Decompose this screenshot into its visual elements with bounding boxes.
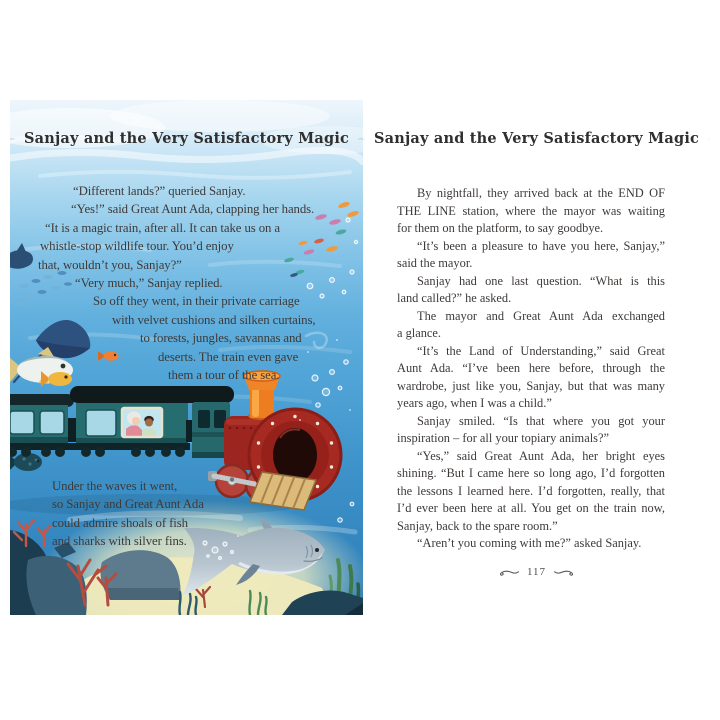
right-page-header (363, 130, 710, 147)
text-line: wardrobe, just like you, Sanjay, but that was many (397, 378, 665, 393)
text-line: Sanjay had one last question. “What is this (417, 273, 665, 288)
page-number-value: 117 (526, 566, 547, 578)
story-line: and sharks with silver fins. (52, 534, 187, 549)
page-title: Sanjay and the Very Satisfactory Magic (23, 130, 350, 147)
text-line: for them on the platform, to say goodbye. (397, 221, 604, 235)
story-line: whistle-stop wildlife tour. You’d enjoy (40, 239, 234, 254)
flourish-right-icon (708, 133, 710, 145)
text-line: The mayor and Great Aunt Ada exchanged (417, 308, 665, 323)
text-line: shining. “But I came here so long ago, I’d forgotten (397, 466, 665, 480)
text-line: Sanjay, back to the spare room.” (397, 518, 558, 533)
train-carriage-1 (10, 405, 68, 445)
story-line: to forests, jungles, savannas and (140, 331, 302, 346)
story-line: “Very much,” Sanjay replied. (75, 276, 223, 291)
story-text-lower (52, 477, 204, 551)
text-line: “Aren’t you coming with me?” asked Sanjay. (417, 536, 642, 550)
left-page (10, 100, 363, 615)
story-line: with velvet cushions and silken curtains, (112, 312, 316, 327)
text-line: land called?” he asked. (397, 291, 512, 305)
story-text-upper (38, 182, 315, 384)
story-line: “Different lands?” queried Sanjay. (73, 184, 246, 198)
page-title: Sanjay and the Very Satisfactory Magic (373, 130, 700, 147)
text-line: inspiration – for all your topiary animals?” (397, 431, 609, 445)
text-line: “It’s been a pleasure to have you here, Sanjay,” (417, 238, 665, 253)
text-line: “It’s the Land of Understanding,” said Great (417, 343, 665, 358)
story-line: “Yes!” said Great Aunt Ada, clapping her hands. (71, 202, 315, 217)
text-line: “Yes,” said Great Aunt Ada, her bright eyes (417, 448, 665, 463)
text-line: I’d ever been here at all. You get on the train now, (397, 501, 665, 515)
carriage-roof (70, 386, 234, 403)
text-line: By nightfall, they arrived back at the END OF (417, 186, 665, 200)
text-line: THE LINE station, where the mayor was waiting (397, 203, 665, 218)
text-line: Aunt Ada. “I’ve been here before, through the (397, 361, 665, 375)
story-line: could admire shoals of fish (52, 515, 188, 530)
train-carriage-2 (76, 403, 188, 446)
story-line: Under the waves it went, (52, 479, 178, 493)
story-line: “It is a magic train, after all. It can take us on a (45, 220, 280, 235)
story-line: them a tour of the sea. (168, 368, 280, 383)
page-number (363, 566, 710, 578)
story-body (397, 185, 665, 553)
text-line: a glance. (397, 326, 442, 340)
text-line: years ago, when I was a child.” (397, 396, 552, 410)
left-page-header (10, 130, 363, 147)
text-line: the lessons I learned here. I’d forgotten, really, that (397, 483, 665, 498)
story-line: so Sanjay and Great Aunt Ada (52, 497, 204, 512)
right-page (363, 100, 710, 615)
story-line: So off they went, in their private carriage (93, 294, 300, 309)
text-line: Sanjay smiled. “Is that where you got your (417, 413, 665, 428)
text-line: said the mayor. (397, 256, 473, 270)
flourish-left-icon (498, 568, 520, 577)
flourish-left-icon (10, 133, 15, 145)
story-line: that, wouldn’t you, Sanjay?” (38, 257, 182, 272)
flourish-left-icon (363, 133, 365, 145)
story-line: deserts. The train even gave (158, 349, 299, 364)
flourish-right-icon (553, 568, 575, 577)
